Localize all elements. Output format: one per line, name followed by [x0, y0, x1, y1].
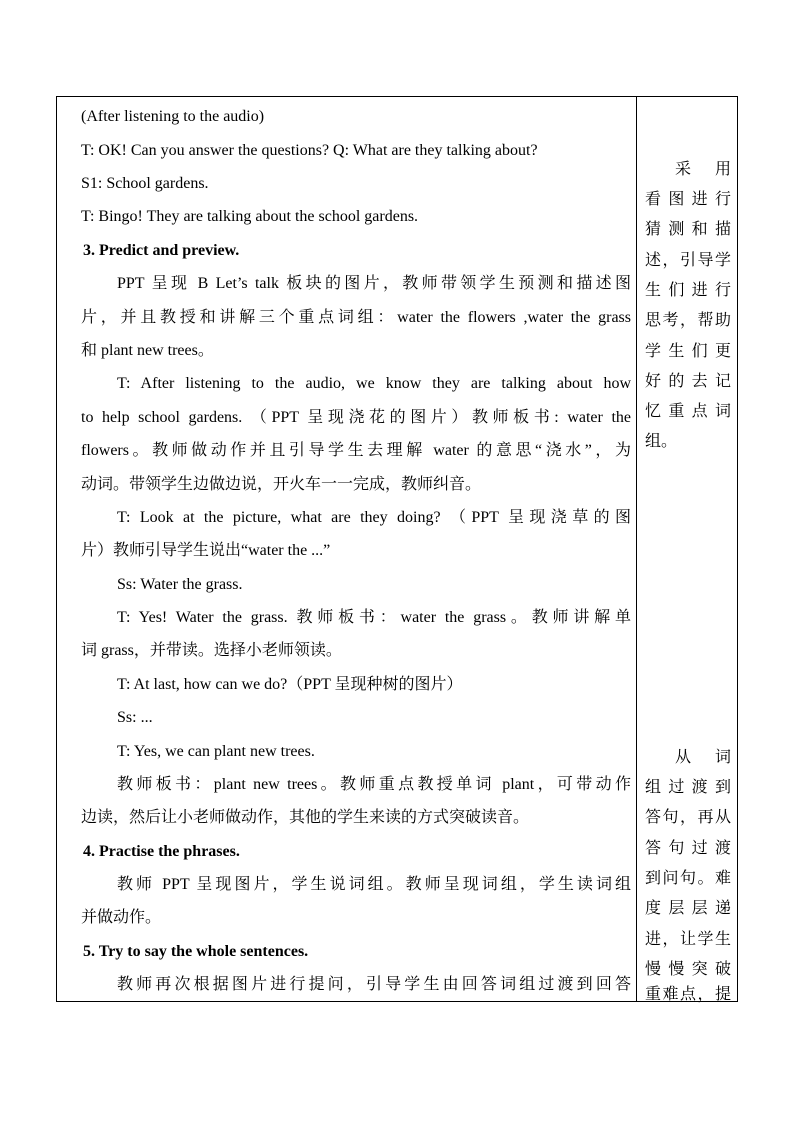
note-line: 慢慢突破 — [645, 959, 731, 978]
text-line: 片，并且教授和讲解三个重点词组：water the flowers ,water the grass — [81, 309, 631, 326]
text-line: to help school gardens. （PPT 呈现浇花的图片）教师板书: water the — [81, 409, 631, 426]
note-line: 度层层递 — [645, 898, 731, 917]
text-line: 教师板书：plant new trees。教师重点教授单词 plant，可带动作 — [117, 776, 631, 793]
text-line: 片）教师引导学生说出“water the ...” — [81, 542, 331, 559]
text-line: S1: School gardens. — [81, 175, 209, 192]
text-line: T: After listening to the audio, we know they are talking about how — [117, 375, 631, 392]
section-heading: 4. Practise the phrases. — [83, 843, 240, 860]
section-heading: 3. Predict and preview. — [83, 242, 240, 259]
note-line: 思考，帮助 — [645, 310, 731, 329]
section-heading: 5. Try to say the whole sentences. — [83, 943, 309, 960]
text-line: T: Look at the picture, what are they doing? （PPT 呈现浇草的图 — [117, 509, 631, 526]
note-line: 生们进行 — [645, 280, 731, 299]
text-line: T: Yes! Water the grass. 教师板书：water the grass。教师讲解单 — [117, 609, 631, 626]
note-line: 忆重点词 — [645, 401, 731, 420]
note-line: 述，引导学 — [645, 250, 731, 269]
text-line: T: At last, how can we do?（PPT 呈现种树的图片） — [117, 676, 463, 693]
text-line: 并做动作。 — [81, 909, 162, 926]
note-line: 学生们更 — [645, 341, 731, 360]
text-line: 和 plant new trees。 — [81, 342, 214, 359]
design-intent-cell — [637, 97, 737, 1001]
note-line: 答句，再从 — [645, 807, 731, 826]
note-line: 采 用 — [675, 159, 731, 178]
text-line: 动词。带领学生边做边说，开火车一一完成，教师纠音。 — [81, 476, 482, 493]
teaching-procedure-cell — [57, 97, 637, 1001]
note-line: 进，让学生 — [645, 929, 731, 948]
note-line: 组过渡到 — [645, 777, 731, 796]
note-line: 好的去记 — [645, 371, 731, 390]
note-line: 答句过渡 — [645, 838, 731, 857]
note-line: 猜测和描 — [645, 219, 731, 238]
note-line: 组。 — [645, 431, 678, 450]
text-line: T: Bingo! They are talking about the school gardens. — [81, 208, 419, 225]
text-line: flowers。教师做动作并且引导学生去理解 water 的意思“浇水”，为 — [81, 442, 631, 459]
note-line: 到问句。难 — [645, 868, 731, 887]
note-line: 重难点，提 — [645, 984, 731, 1003]
text-line: 词 grass，并带读。选择小老师领读。 — [81, 642, 342, 659]
note-line: 从 词 — [675, 747, 731, 766]
text-line: Ss: Water the grass. — [117, 576, 243, 593]
text-line: 边读，然后让小老师做动作，其他的学生来读的方式突破读音。 — [81, 809, 530, 826]
text-line: Ss: ... — [117, 709, 153, 726]
text-line: 教师 PPT 呈现图片，学生说词组。教师呈现词组，学生读词组 — [117, 876, 631, 893]
text-line: T: Yes, we can plant new trees. — [117, 743, 315, 760]
text-line: (After listening to the audio) — [81, 108, 265, 125]
text-line: T: OK! Can you answer the questions? Q: What are they talking about? — [81, 142, 538, 159]
lesson-plan-table — [56, 96, 738, 1002]
note-line: 看图进行 — [645, 189, 731, 208]
text-line: 教师再次根据图片进行提问，引导学生由回答词组过渡到回答 — [117, 976, 631, 993]
text-line: PPT 呈现 B Let’s talk 板块的图片，教师带领学生预测和描述图 — [117, 275, 631, 292]
